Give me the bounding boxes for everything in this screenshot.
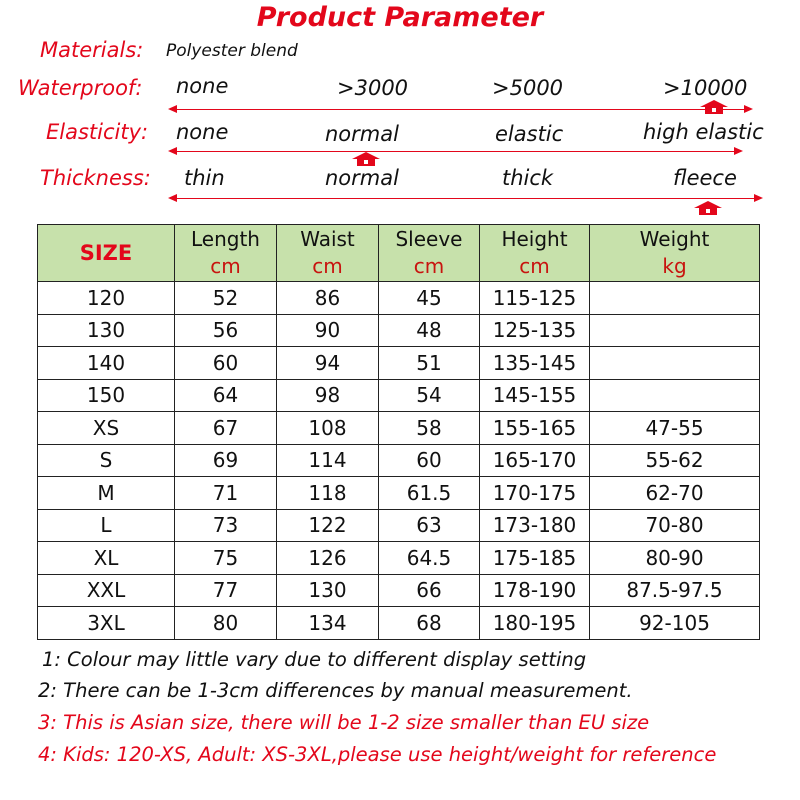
table-cell: 80-90	[590, 542, 760, 575]
table-cell: 66	[379, 574, 480, 607]
table-cell: 115-125	[480, 282, 590, 315]
table-cell: 114	[277, 444, 379, 477]
table-cell: 165-170	[480, 444, 590, 477]
table-cell: 155-165	[480, 412, 590, 445]
table-cell	[590, 314, 760, 347]
waterproof-option: >10000	[663, 76, 748, 100]
table-cell: S	[38, 444, 175, 477]
table-cell: 180-195	[480, 607, 590, 640]
table-cell: 54	[379, 379, 480, 412]
table-cell: 140	[38, 347, 175, 380]
table-cell: 130	[277, 574, 379, 607]
table-cell: 60	[175, 347, 277, 380]
table-cell: 87.5-97.5	[590, 574, 760, 607]
table-cell: XXL	[38, 574, 175, 607]
thickness-option: normal	[325, 166, 399, 190]
table-cell: 94	[277, 347, 379, 380]
waterproof-label: Waterproof:	[18, 76, 143, 100]
waterproof-option: >3000	[337, 76, 409, 100]
column-header-size: SIZE	[38, 225, 175, 282]
table-cell: 3XL	[38, 607, 175, 640]
table-cell: 48	[379, 314, 480, 347]
materials-label: Materials:	[40, 38, 144, 62]
waterproof-option: none	[176, 74, 229, 98]
table-cell: 80	[175, 607, 277, 640]
table-cell: 69	[175, 444, 277, 477]
note-colour: 1: Colour may little vary due to different display setting	[42, 648, 587, 671]
size-chart-table	[37, 224, 760, 640]
table-row	[38, 444, 760, 477]
column-unit: cm	[413, 254, 445, 278]
table-cell: 126	[277, 542, 379, 575]
elasticity-option: normal	[325, 122, 399, 146]
table-cell: XS	[38, 412, 175, 445]
table-cell: 61.5	[379, 477, 480, 510]
note-asian-size: 3: This is Asian size, there will be 1-2 size smaller than EU size	[38, 711, 650, 734]
table-cell: 150	[38, 379, 175, 412]
table-cell: 47-55	[590, 412, 760, 445]
column-unit: cm	[312, 254, 343, 278]
table-row	[38, 412, 760, 445]
column-unit: kg	[662, 254, 687, 278]
table-cell: 51	[379, 347, 480, 380]
table-cell: 68	[379, 607, 480, 640]
table-cell: 75	[175, 542, 277, 575]
elasticity-scale-arrow-right	[734, 147, 743, 155]
table-cell: 60	[379, 444, 480, 477]
table-cell: M	[38, 477, 175, 510]
waterproof-option: >5000	[492, 76, 564, 100]
table-row	[38, 282, 760, 315]
table-row	[38, 574, 760, 607]
table-cell: 134	[277, 607, 379, 640]
table-body	[38, 282, 760, 640]
table-cell: 120	[38, 282, 175, 315]
thickness-option: thick	[502, 166, 554, 190]
table-row	[38, 314, 760, 347]
waterproof-scale-arrow-right	[744, 105, 753, 113]
table-cell: 108	[277, 412, 379, 445]
table-cell: XL	[38, 542, 175, 575]
table-row	[38, 477, 760, 510]
table-cell: 98	[277, 379, 379, 412]
thickness-scale-arrow-right	[754, 194, 763, 202]
table-cell: 62-70	[590, 477, 760, 510]
table-cell: 70-80	[590, 509, 760, 542]
table-cell: 90	[277, 314, 379, 347]
table-cell: 145-155	[480, 379, 590, 412]
page-title: Product Parameter	[256, 2, 544, 33]
elasticity-selected-marker-icon	[352, 152, 380, 166]
thickness-option: fleece	[673, 166, 737, 190]
column-header-sleeve: Sleeve cm	[379, 225, 480, 282]
table-cell: 64.5	[379, 542, 480, 575]
table-row	[38, 509, 760, 542]
waterproof-scale-line	[176, 109, 746, 110]
column-header-height: Height cm	[480, 225, 590, 282]
thickness-label: Thickness:	[40, 166, 151, 190]
table-cell: 92-105	[590, 607, 760, 640]
table-cell: 86	[277, 282, 379, 315]
table-cell: 67	[175, 412, 277, 445]
table-row	[38, 607, 760, 640]
column-header-length: Length cm	[175, 225, 277, 282]
table-cell: 73	[175, 509, 277, 542]
table-cell: 71	[175, 477, 277, 510]
table-cell: 175-185	[480, 542, 590, 575]
column-unit: cm	[210, 254, 241, 278]
elasticity-label: Elasticity:	[46, 120, 149, 144]
table-row	[38, 542, 760, 575]
table-cell: 170-175	[480, 477, 590, 510]
column-unit: cm	[519, 254, 550, 278]
thickness-option: thin	[184, 166, 225, 190]
materials-value: Polyester blend	[166, 41, 298, 61]
table-cell: 122	[277, 509, 379, 542]
column-header-waist: Waist cm	[277, 225, 379, 282]
table-cell: 130	[38, 314, 175, 347]
table-row	[38, 379, 760, 412]
elasticity-scale-line	[176, 151, 736, 152]
table-cell	[590, 282, 760, 315]
thickness-selected-marker-icon	[694, 201, 722, 215]
table-cell: L	[38, 509, 175, 542]
table-cell: 77	[175, 574, 277, 607]
table-cell: 64	[175, 379, 277, 412]
table-cell: 173-180	[480, 509, 590, 542]
table-cell	[590, 379, 760, 412]
table-cell: 56	[175, 314, 277, 347]
table-cell	[590, 347, 760, 380]
elasticity-option: elastic	[495, 122, 564, 146]
table-cell: 55-62	[590, 444, 760, 477]
table-cell: 45	[379, 282, 480, 315]
table-cell: 52	[175, 282, 277, 315]
note-size-reference: 4: Kids: 120-XS, Adult: XS-3XL,please use height/weight for reference	[38, 743, 717, 766]
table-cell: 58	[379, 412, 480, 445]
table-row	[38, 347, 760, 380]
elasticity-option: high elastic	[643, 120, 764, 144]
note-measurement: 2: There can be 1-3cm differences by manual measurement.	[38, 679, 633, 702]
elasticity-option: none	[176, 120, 229, 144]
waterproof-selected-marker-icon	[700, 100, 728, 114]
column-header-weight: Weight kg	[590, 225, 760, 282]
table-cell: 63	[379, 509, 480, 542]
table-cell: 135-145	[480, 347, 590, 380]
table-cell: 118	[277, 477, 379, 510]
thickness-scale-line	[176, 198, 756, 199]
table-cell: 125-135	[480, 314, 590, 347]
table-cell: 178-190	[480, 574, 590, 607]
table-header-row	[38, 225, 760, 282]
